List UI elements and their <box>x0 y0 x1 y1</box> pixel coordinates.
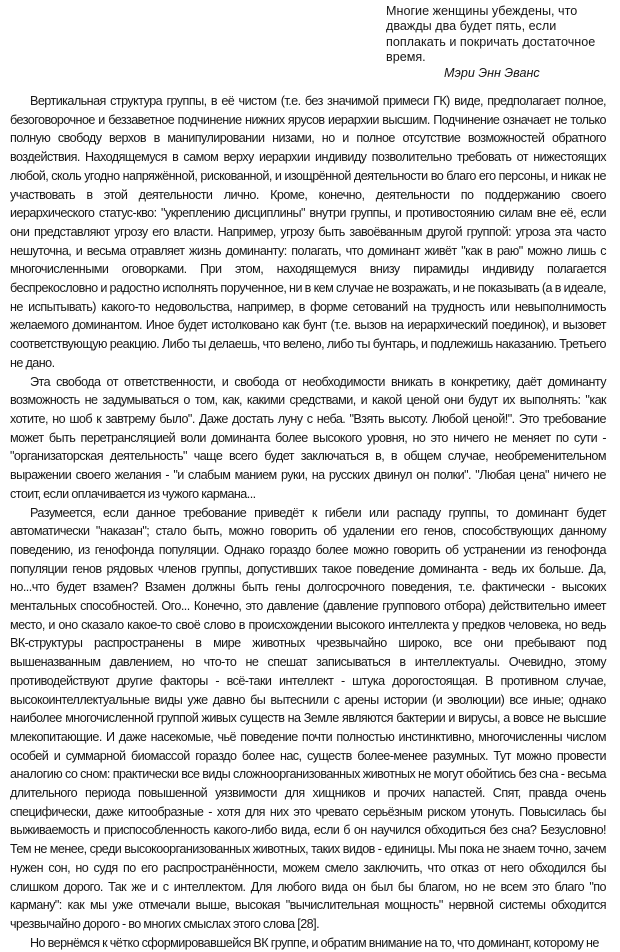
epigraph-quote: Многие женщины убеждены, что дважды два будет пять, если поплакать и покричать достаточное время. <box>386 4 596 65</box>
paragraph: Эта свобода от ответственности, и свобода от необходимости вникать в конкретику, даёт доминанту возможность не задумываться о том, как, какими средствами, и какой ценой они будут их выполнять: "как хотите, но шоб к завтрему было". Даже достать луну с неба. "Взять высоту. Любой ценой!". Это требование может быть перетрансляцией воли доминанта более высокого уровня, но это ничего не меняет по сути - "организаторская деятельность" чаще всего будет заключаться в, в общем случае, необременительном выражении своего желания - "и слабым манием руки, на русских двинул он полки". "Любая цена" ничего не стоит, если оплачивается из чужого кармана... <box>10 374 606 501</box>
body-text <box>10 92 606 952</box>
epigraph-author: Мэри Энн Эванс <box>444 65 540 80</box>
epigraph <box>386 4 618 81</box>
paragraph: Вертикальная структура группы, в её чистом (т.е. без значимой примеси ГК) виде, предполагает полное, безоговорочное и беззаветное подчинение нижних ярусов иерархии высшим. Подчинение означает не только полную свободу верхов в манипулировании низами, но и полное отсутствие возможностей обратного воздействия. Находящемуся в самом верху иерархии индивиду позволительно требовать от нижестоящих любой, сколь угодно напряжённой, рискованной, и изощрённой деятельности во благо его персоны, и никак не участвовать в этой деятельности лично. Кроме, конечно, деятельности по поддержанию своего иерархического статус-кво: "укреплению дисциплины" внутри группы, и противостоянию силам вне её, если они представляют угрозу его власти. Например, угрозу быть завоёванным другой группой: угроза эта часто нешуточна, и весьма отравляет жизнь доминанту: полагать, что доминант живёт "как в раю" можно лишь с многочисленными оговорками. При этом, находящемуся внизу пирамиды индивиду полагается беспрекословно и радостно исполнять порученное, ни в кем случае не возражать, и не показывать (а в идеале, не испытывать) какого-то недовольства, например, в форме сетований на трудность или невыполнимость желаемого доминантом. Иное будет истолковано как бунт (т.е. вызов на иерархический поединок), и вызовет соответствующую реакцию. Либо ты делаешь, что велено, либо ты бунтарь, и подлежишь наказанию. Третьего не дано. <box>10 94 606 370</box>
paragraph: Но вернёмся к чётко сформировавшейся ВК группе, и обратим внимание на то, что доминант, которому не <box>30 935 599 950</box>
paragraph: Разумеется, если данное требование приведёт к гибели или распаду группы, то доминант будет автоматически "наказан"; стало быть, можно говорить об удалении его генов, способствующих данному поведению, из генофонда популяции. Однако гораздо более можно говорить об устранении из генофонда популяции генов рядовых членов группы, допустивших такое поведение доминанта - ведь их больше. Да, но...что будет взамен? Взамен должны быть гены долгосрочного поведения, т.е. фактически - высоких ментальных способностей. Ого... Конечно, это давление (давление группового отбора) действительно имеет место, и оно сказало какое-то своё слово в происхождении высокого интеллекта у предков человека, но ведь ВК-структуры распространены в мире животных чрезвычайно широко, все они пребывают под вышеназванным давлением, но что-то не спешат записываться в интеллектуалы. Очевидно, этому противодействуют другие факторы - всё-таки интеллект - штука дорогостоящая. В противном случае, высокоинтеллектуальные виды уже давно бы вытеснили с арены истории (и эволюции) все иные; однако наиболее многочисленной группой живых существ на Земле являются бактерии и вирусы, а вовсе не высшие млекопитающие. И даже насекомые, чьё поведение почти полностью инстинктивно, многочисленны числом особей и суммарной биомассой гораздо более нас, существ более-менее разумных. Тут можно провести аналогию со сном: практически все виды сложноорганизованных животных не могут обойтись без сна - весьма длительного периода повышенной уязвимости для хищников и прочих напастей. Спят, правда очень специфически, даже китообразные - хотя для них это чревато серьёзным риском утонуть. Повысилась бы выживаемость и приспособленность какого-либо вида, если б он научился обходиться без сна? Безусловно! Тем не менее, среди высокоорганизованных животных, таких видов - единицы. Мы пока не знаем точно, зачем нужен сон, но судя по его распространённости, можем смело заключить, что отказ от него обходился бы слишком дорого. Так же и с интеллектом. Для любого вида он был бы благом, но не всем это благо "по карману": как мы уже отмечали выше, высокая "вычислительная мощность" нервной системы обходится чрезвычайно дорого - во многих смыслах этого слова [28]. <box>10 505 606 931</box>
